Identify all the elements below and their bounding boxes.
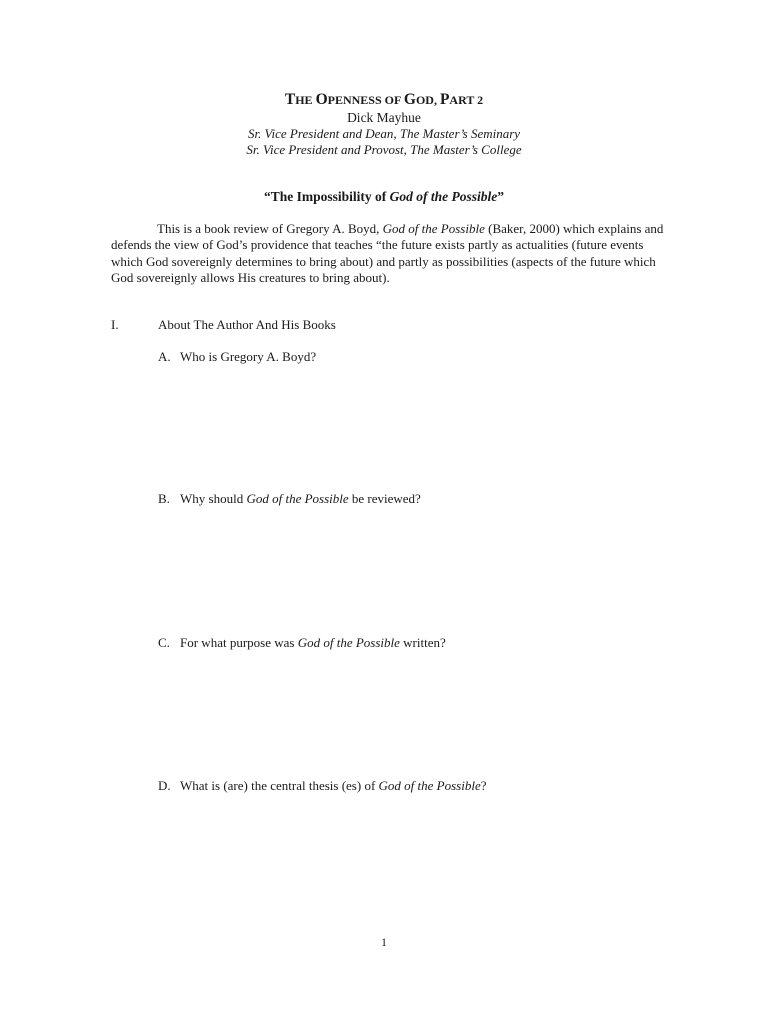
question-letter: D. — [158, 778, 171, 793]
title-smallcaps: PENNESS OF — [327, 93, 404, 107]
intro-text-after: (Baker, 2000) which explains and defends the view of God’s providence that teaches “the future exists partly as actualities (future events which God sovereignly determines to bring about) and partly as possibilities (aspects of the future which God sovereignly allows His creatures to bring about). — [111, 221, 664, 286]
title-smallcaps: ART 2 — [449, 93, 484, 107]
affiliation-seminary: Sr. Vice President and Dean, The Master’s Seminary — [247, 126, 521, 141]
question-letter: C. — [158, 635, 170, 650]
question-text-after: ? — [480, 778, 487, 793]
question-a — [158, 349, 316, 365]
question-letter: B. — [158, 491, 170, 506]
title-cap: O — [315, 91, 328, 108]
subtitle-open: “The Impossibility of — [263, 189, 390, 204]
question-book-title: God of the Possible — [378, 778, 481, 793]
title-smallcaps: OD, — [415, 93, 440, 107]
author-name: Dick Mayhue — [347, 110, 421, 125]
question-text-after: written? — [399, 635, 446, 650]
question-text-after: be reviewed? — [348, 491, 421, 506]
subtitle-book-title: God of the Possible — [389, 189, 498, 204]
question-text: Why should — [180, 491, 247, 506]
document-title — [0, 90, 768, 110]
section-title: About The Author And His Books — [158, 317, 336, 332]
section-number: I. — [111, 317, 119, 332]
title-smallcaps: HE — [295, 93, 316, 107]
title-cap: T — [284, 91, 296, 108]
question-text: What is (are) the central thesis (es) of — [180, 778, 379, 793]
page-number: 1 — [381, 935, 387, 949]
question-c — [158, 635, 446, 651]
intro-text-before: This is a book review of Gregory A. Boyd, — [157, 221, 383, 236]
question-d — [158, 778, 487, 794]
title-cap: P — [439, 91, 450, 108]
title-cap: G — [403, 91, 416, 108]
question-text: Who is Gregory A. Boyd? — [180, 349, 317, 364]
question-book-title: God of the Possible — [297, 635, 400, 650]
affiliation-college: Sr. Vice President and Provost, The Master’s College — [246, 142, 522, 157]
subtitle-close: ” — [497, 189, 505, 204]
question-b — [158, 491, 421, 507]
question-letter: A. — [158, 349, 171, 364]
question-text: For what purpose was — [180, 635, 298, 650]
review-subtitle — [0, 188, 768, 206]
intro-book-title: God of the Possible — [382, 221, 485, 236]
question-book-title: God of the Possible — [246, 491, 349, 506]
intro-paragraph — [111, 221, 671, 287]
